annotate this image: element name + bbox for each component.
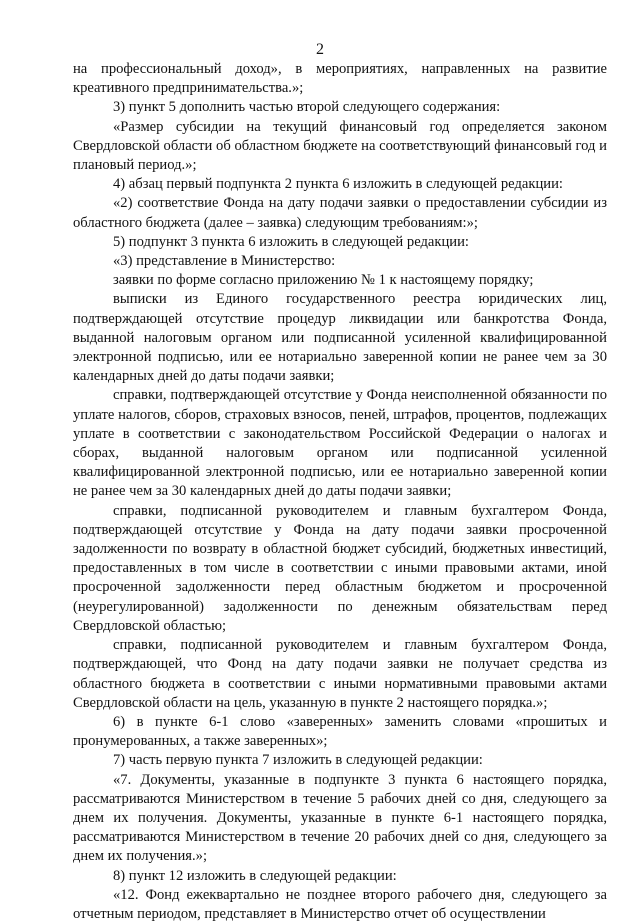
paragraph: 7) часть первую пункта 7 изложить в следующей редакции: [113, 752, 483, 769]
paragraph: «2) соответствие Фонда на дату подачи заявки о предоставлении субсидии из областного бюджета (далее – заявка) следующим требованиям:»; [73, 195, 607, 231]
paragraph: «3) представление в Министерство: [113, 253, 336, 270]
paragraph: «Размер субсидии на текущий финансовый год определяется законом Свердловской области об областном бюджете на соответствующий финансовый год и плановый период.»; [73, 118, 607, 174]
paragraph: 6) в пункте 6-1 слово «заверенных» заменить словами «прошитых и пронумерованных, а также заверенных»; [73, 713, 607, 750]
paragraph: 3) пункт 5 дополнить частью второй следующего содержания: [113, 99, 501, 116]
document-body [73, 60, 607, 924]
paragraph: «12. Фонд ежеквартально не позднее второго рабочего дня, следующего за отчетным периодом, представляет в Министерство отчет об осуществлении [73, 886, 607, 922]
paragraph: справки, подписанной руководителем и главным бухгалтером Фонда, подтверждающей отсутствие у Фонда на дату подачи заявки просроченной задолженности по возврату в областной бюджет субсидий, бюджетных инвестиций, предоставленных в том числе в соответствии с иными правовыми актами, иной просроченной задолженности перед областным бюджетом и просроченной (неурегулированной) задолженности по денежным обязательствам перед Свердловской областью; [73, 502, 607, 634]
page-number: 2 [316, 41, 324, 58]
paragraph: справки, подтверждающей отсутствие у Фонда неисполненной обязанности по уплате налогов, сборов, страховых взносов, пеней, штрафов, процентов, подлежащих уплате в соответствии с законодательством Российской Федерации о налогах и сборах, выданной налоговым органом или подписанной усиленной квалифицированной электронной подписью, или ее нотариально заверенной копии не ранее чем за 30 календарных дней до даты подачи заявки; [73, 387, 607, 500]
paragraph: 5) подпункт 3 пункта 6 изложить в следующей редакции: [113, 233, 469, 250]
paragraph: на профессиональный доход», в мероприятиях, направленных на развитие креативного предпринимательства.»; [73, 61, 607, 97]
paragraph: заявки по форме согласно приложению № 1 к настоящему порядку; [113, 272, 534, 289]
paragraph: справки, подписанной руководителем и главным бухгалтером Фонда, подтверждающей, что Фонд на дату подачи заявки не получает средства из областного бюджета в соответствии с иными нормативными правовыми актами Свердловской области на цель, указанную в пункте 2 настоящего порядка.»; [73, 637, 607, 711]
paragraph: 4) абзац первый подпункта 2 пункта 6 изложить в следующей редакции: [113, 176, 563, 193]
paragraph: «7. Документы, указанные в подпункте 3 пункта 6 настоящего порядка, рассматриваются Министерством в течение 5 рабочих дней со дня, следующего за днем их получения. Документы, указанные в пункте 6-1 настоящего порядка, рассматриваются Министерством в течение 20 рабочих дней со дня, следующего за днем их получения.»; [73, 771, 607, 865]
paragraph: 8) пункт 12 изложить в следующей редакции: [113, 867, 397, 884]
paragraph: выписки из Единого государственного реестра юридических лиц, подтверждающей отсутствие процедур ликвидации или банкротства Фонда, выданной налоговым органом или подписанной усиленной квалифицированной электронной подписью, или ее нотариально заверенной копии не ранее чем за 30 календарных дней до даты подачи заявки; [73, 291, 607, 385]
